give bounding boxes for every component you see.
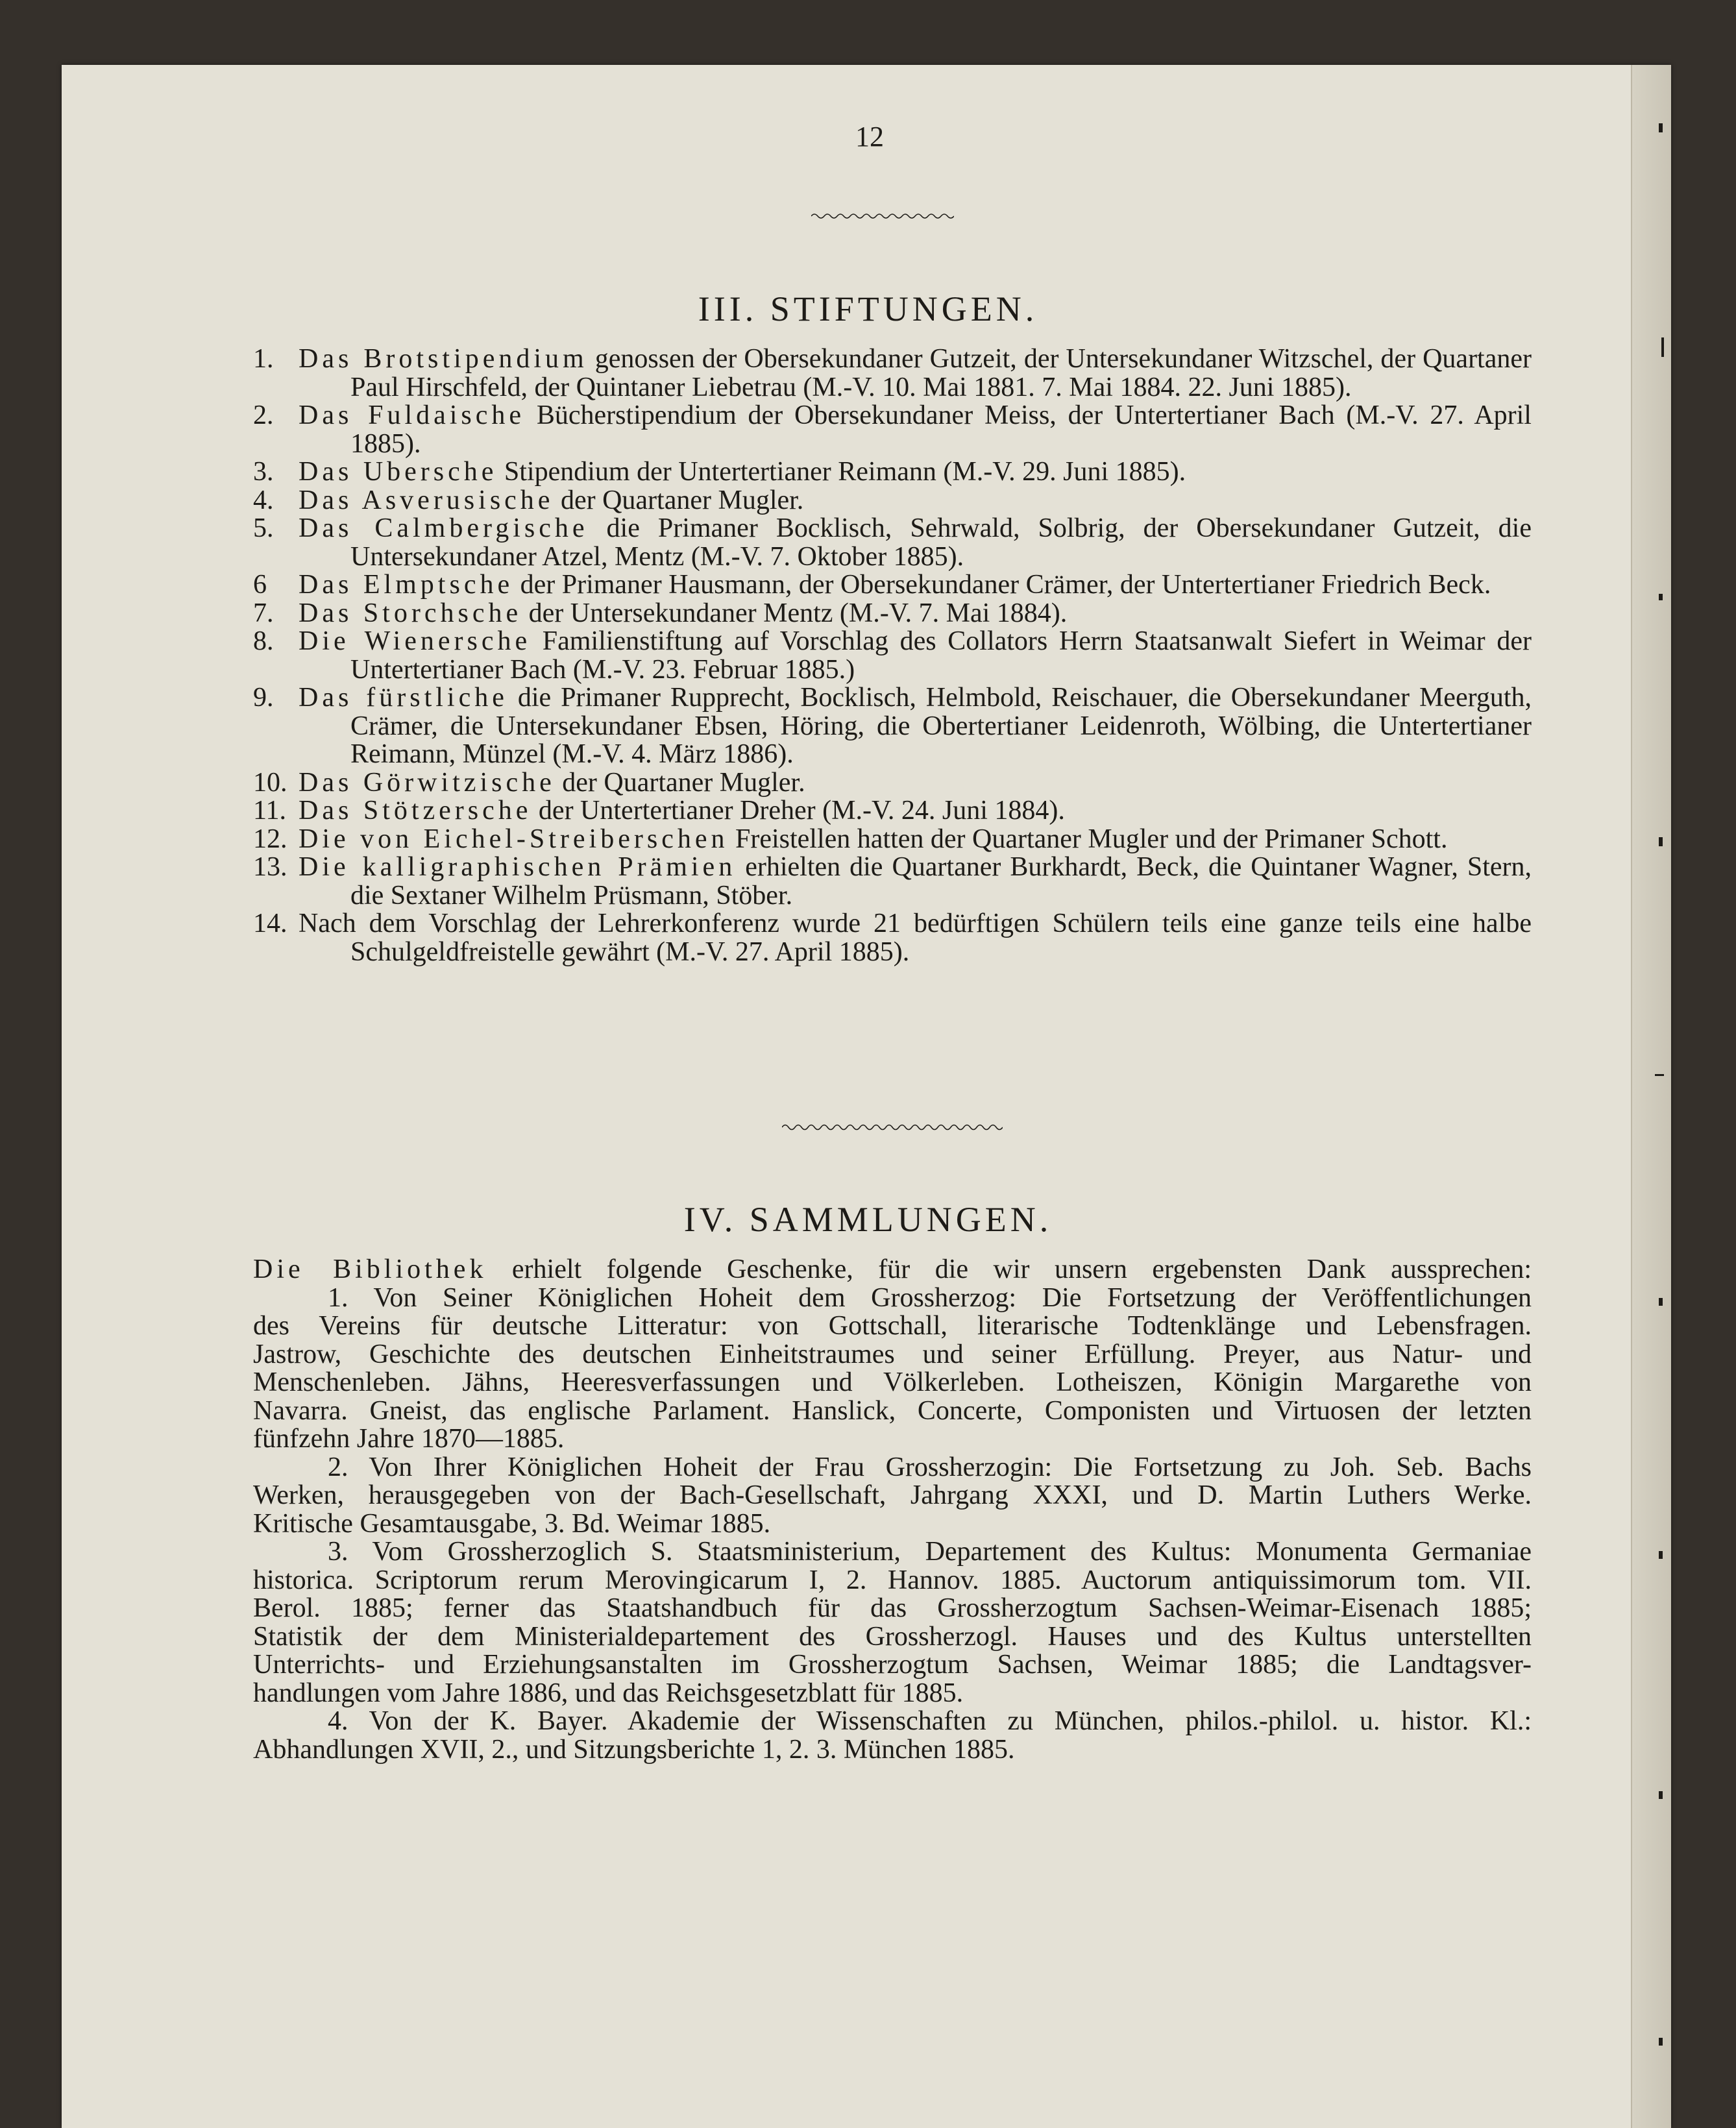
stiftung-item-body [299, 909, 1532, 967]
stiftung-item-number: 6 [253, 570, 267, 600]
stiftung-item-body [299, 767, 1532, 798]
donation-line: Navarra. Gneist, das englische Parlament. Hanslick, Concerte, Componisten und Virtuosen der letzten [253, 1395, 1532, 1426]
donation-line: Kritische Gesamtausgabe, 3. Bd. Weimar 1885. [253, 1508, 771, 1539]
stiftung-name: Das Asverusische [299, 485, 554, 515]
stiftung-item-number: 2. [253, 400, 274, 430]
stiftung-item [253, 853, 1532, 910]
stiftung-item-number: 14. [253, 909, 287, 938]
stiftung-item [253, 600, 1532, 628]
stiftung-item-body [299, 344, 1532, 402]
stiftung-item-number: 11. [253, 796, 286, 826]
stiftung-item [253, 628, 1532, 684]
stiftung-text: der Untertertianer Dreher (M.-V. 24. Juni 1884). [532, 796, 1065, 826]
page-number-ornament [811, 211, 954, 221]
stiftung-item-number: 5. [253, 513, 274, 543]
stiftung-name: Das Fuldaische [299, 400, 526, 430]
stiftung-item-number: 8. [253, 626, 274, 656]
stiftung-text: der Quartaner Mugler. [555, 767, 805, 798]
stiftung-text: Stipendium der Untertertianer Reimann (M.-V. 29. Juni 1885). [497, 457, 1186, 487]
section-heading-sammlungen: IV. SAMMLUNGEN. [683, 1200, 1053, 1239]
stiftung-item-body [299, 457, 1532, 487]
stiftung-item [253, 769, 1532, 798]
donation-lines [253, 1284, 1532, 1765]
stiftung-item [253, 402, 1532, 458]
stiftung-item [253, 684, 1532, 769]
stiftung-name: Das Brotstipendium [299, 344, 588, 374]
donation-line: 2. Von Ihrer Königlichen Hoheit der Frau Grossherzogin: Die Fortsetzung zu Joh. Seb. Bachs [328, 1452, 1532, 1482]
donation-line: Jastrow, Geschichte des deutschen Einheitstraumes und seiner Erfüllung. Preyer, aus Natur- und [253, 1339, 1532, 1369]
library-intro [253, 1256, 1532, 1284]
stiftung-item [253, 515, 1532, 571]
stiftungen-list [253, 345, 1532, 966]
donation-line: Abhandlungen XVII, 2., und Sitzungsberichte 1, 2. 3. München 1885. [253, 1734, 1015, 1765]
stiftung-text: die Primaner Bocklisch, Sehrwald, Solbrig, der Obersekundaner Gutzeit, die Untersekundaner Atzel, Mentz (M.-V. 7. Oktober 1885). [350, 513, 1532, 572]
stiftung-name: Das Görwitzische [299, 767, 556, 798]
donation-line: des Vereins für deutsche Litteratur: von Gottschall, literarische Todtenklänge und Lebensfragen. [253, 1311, 1532, 1341]
stiftung-text: Freistellen hatten der Quartaner Mugler und der Primaner Schott. [728, 824, 1448, 854]
donation-line: Berol. 1885; ferner das Staatshandbuch für das Grossherzogtum Sachsen-Weimar-Eisenach 1885; [253, 1593, 1532, 1623]
stiftung-item-body [299, 796, 1532, 826]
donation-line: 4. Von der K. Bayer. Akademie der Wissenschaften zu München, philos.-philol. u. histor. Kl.: [328, 1706, 1532, 1736]
donation-line: Statistik der dem Ministerialdepartement des Grossherzogl. Hauses und des Kultus unterstellten [253, 1621, 1532, 1652]
edge-mark [1659, 2038, 1663, 2046]
donation-line: handlungen vom Jahre 1886, und das Reichsgesetzblatt für 1885. [253, 1678, 964, 1708]
donation-line: Menschenleben. Jähns, Heeresverfassungen und Völkerleben. Lotheiszen, Königin Margarethe von [253, 1367, 1532, 1397]
stiftung-name: Die Wienersche [299, 626, 532, 656]
stiftung-item-number: 7. [253, 598, 274, 628]
stiftung-item-body [299, 513, 1532, 572]
edge-mark [1661, 337, 1664, 357]
stiftung-item-number: 13. [253, 852, 287, 882]
stiftung-item [253, 826, 1532, 854]
donation-line: historica. Scriptorum rerum Merovingicarum I, 2. Hannov. 1885. Auctorum antiquissimorum tom. VII. [253, 1565, 1532, 1595]
stiftung-text: der Primaner Hausmann, der Obersekundaner Crämer, der Untertertianer Friedrich Beck. [513, 570, 1491, 600]
donation-line: Werken, herausgegeben von der Bach-Gesellschaft, Jahrgang XXXI, und D. Martin Luthers Werke. [253, 1480, 1532, 1510]
donation-line: 3. Vom Grossherzoglich S. Staatsministerium, Departement des Kultus: Monumenta Germaniae [328, 1537, 1532, 1567]
stiftung-text: der Untersekundaner Mentz (M.-V. 7. Mai 1884). [522, 598, 1068, 628]
stiftung-item-number: 10. [253, 767, 287, 798]
stiftung-name: Das Storchsche [299, 598, 522, 628]
section-heading-stiftungen: III. STIFTUNGEN. [698, 289, 1038, 328]
stiftung-text: der Quartaner Mugler. [554, 485, 804, 515]
stiftung-text: Bücherstipendium der Obersekundaner Meiss, der Untertertianer Bach (M.-V. 27. April 1885). [350, 400, 1532, 459]
stiftung-text: Familienstiftung auf Vorschlag des Collators Herrn Staatsanwalt Siefert in Weimar der Untertertianer Bach (M.-V. 23. Februar 1885.) [350, 626, 1532, 685]
sammlungen-text [253, 1256, 1532, 1764]
stiftung-item-number: 1. [253, 344, 274, 374]
stiftung-item [253, 797, 1532, 826]
stiftung-name: Das Ubersche [299, 457, 498, 487]
stiftung-text: erhielten die Quartaner Burkhardt, Beck, die Quintaner Wagner, Stern, die Sextaner Wilhelm Prüsmann, Stöber. [350, 852, 1532, 911]
stiftung-item-number: 3. [253, 457, 274, 487]
stiftung-text: genossen der Obersekundaner Gutzeit, der Untersekundaner Witzschel, der Quartaner Paul Hirschfeld, der Quintaner Liebetrau (M.-V. 10. Mai 1881. 7. Mai 1884. 22. Juni 1885). [350, 344, 1532, 402]
stiftung-name: Die kalligraphischen Prämien [299, 852, 737, 882]
edge-mark [1659, 1551, 1663, 1559]
stiftung-item-number: 9. [253, 683, 274, 713]
stiftung-name: Das Elmptsche [299, 570, 514, 600]
stiftung-item [253, 487, 1532, 515]
stiftung-item-body [299, 400, 1532, 459]
stiftung-item-number: 12. [253, 824, 287, 854]
donation-line: Unterrichts- und Erziehungsanstalten im Grossherzogtum Sachsen, Weimar 1885; die Landtagsver- [253, 1650, 1532, 1680]
library-intro-text: erhielt folgende Geschenke, für die wir unsern ergebensten Dank aussprechen: [487, 1254, 1532, 1284]
page-number: 12 [855, 121, 884, 153]
stiftung-item-body [299, 626, 1532, 685]
stiftung-item-body [299, 570, 1532, 600]
edge-mark [1659, 594, 1663, 600]
edge-mark [1659, 1298, 1663, 1306]
stiftung-name: Das fürstliche [299, 683, 508, 713]
stiftung-item-body [299, 485, 1532, 515]
stiftung-item [253, 571, 1532, 600]
stiftung-item [253, 458, 1532, 487]
stiftung-item [253, 345, 1532, 402]
stiftung-item-body [299, 824, 1532, 854]
donation-line: fünfzehn Jahre 1870—1885. [253, 1424, 565, 1454]
edge-mark [1659, 123, 1663, 132]
stiftung-text: die Primaner Rupprecht, Bocklisch, Helmbold, Reischauer, die Obersekundaner Meerguth, Crämer, die Untersekundaner Ebsen, Höring, die Obertertianer Leidenroth, Wölbing, die Untertertianer Reimann, Münzel (M.-V. 4. März 1886). [350, 683, 1532, 769]
stiftung-item-body [299, 852, 1532, 911]
stiftung-item-number: 4. [253, 485, 274, 515]
stiftung-item [253, 910, 1532, 966]
edge-mark [1655, 1074, 1664, 1076]
library-intro-name: Die Bibliothek [253, 1254, 487, 1284]
donation-line: 1. Von Seiner Königlichen Hoheit dem Grossherzog: Die Fortsetzung der Veröffentlichungen [328, 1282, 1532, 1313]
section-divider-ornament [782, 1121, 1003, 1133]
stiftung-name: Das Calmbergische [299, 513, 589, 543]
stiftung-text: Nach dem Vorschlag der Lehrerkonferenz wurde 21 bedürftigen Schülern teils eine ganze teils eine halbe Schulgeldfreistelle gewährt (M.-V. 27. April 1885). [299, 909, 1532, 967]
stiftung-name: Das Stötzersche [299, 796, 532, 826]
edge-mark [1659, 1791, 1663, 1799]
edge-mark [1659, 837, 1663, 846]
page-edge [1631, 65, 1671, 2128]
stiftung-item-body [299, 598, 1532, 628]
stiftung-name: Die von Eichel-Streiberschen [299, 824, 729, 854]
stiftung-item-body [299, 683, 1532, 769]
